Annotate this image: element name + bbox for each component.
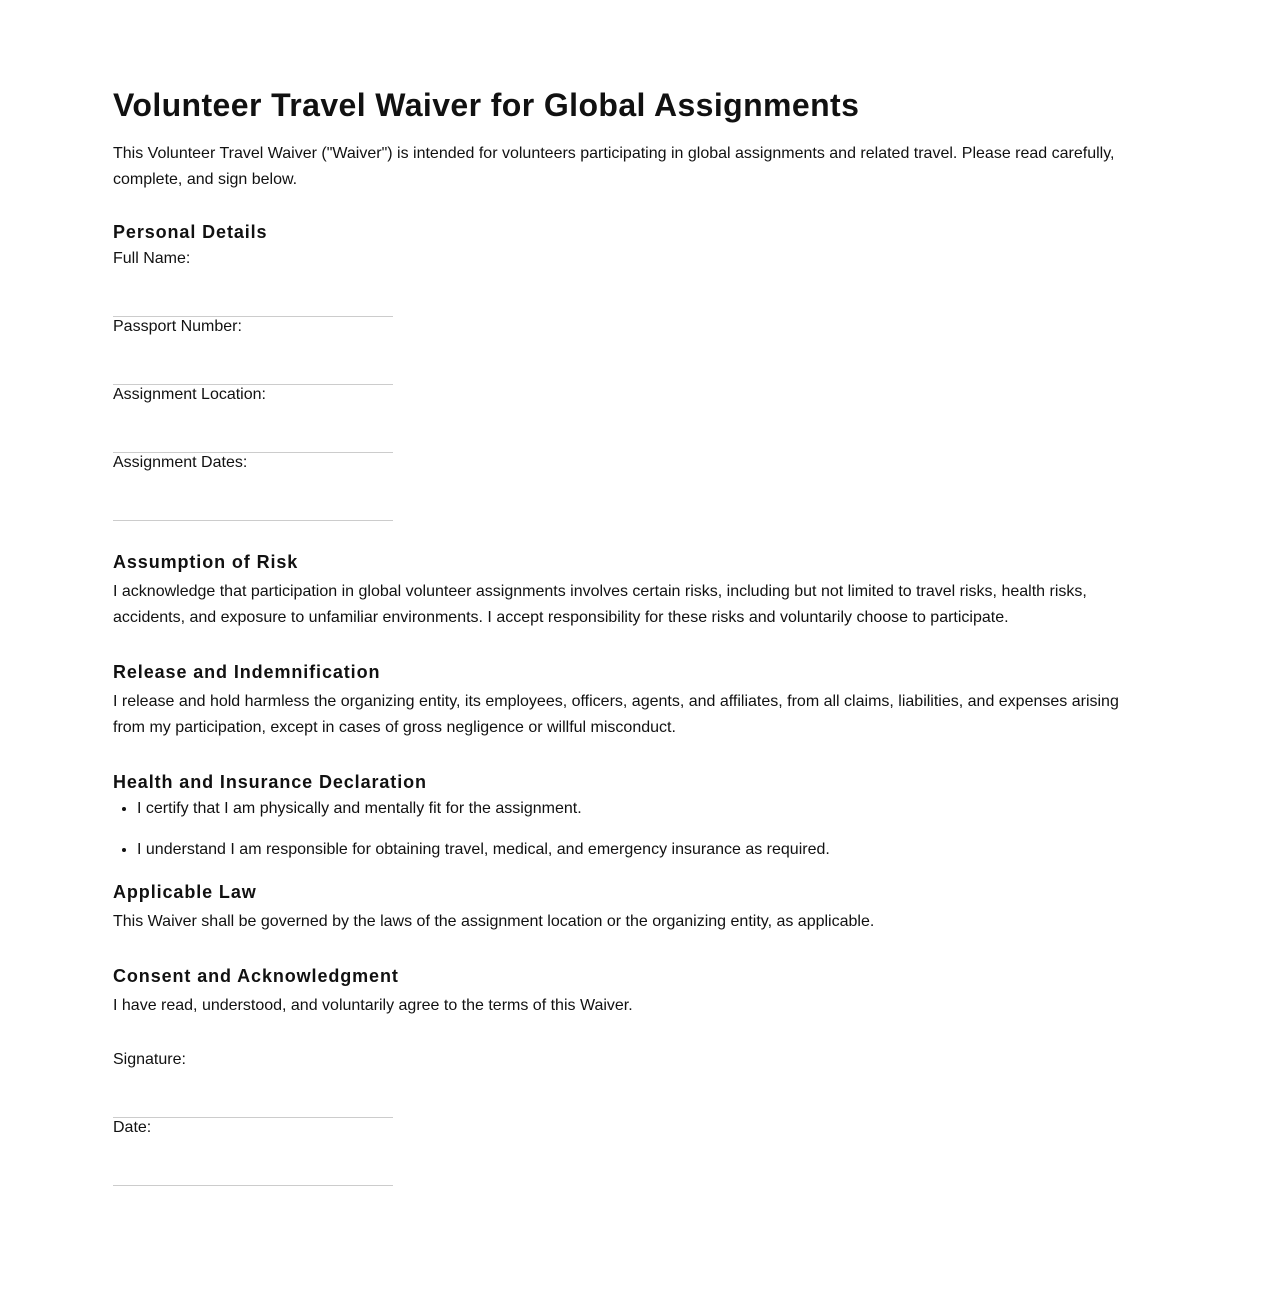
personal-details-fields bbox=[113, 249, 1133, 521]
passport-number-input[interactable] bbox=[113, 355, 393, 383]
release-section bbox=[113, 661, 1133, 741]
assignment-location-label: Assignment Location: bbox=[113, 386, 266, 404]
health-insurance-section bbox=[113, 771, 1133, 860]
applicable-law-heading: Applicable Law bbox=[113, 882, 257, 903]
intro-paragraph: This Volunteer Travel Waiver ("Waiver") is intended for volunteers participating in global assignments and related travel. Please read carefully, complete, and sign below. bbox=[113, 145, 1115, 189]
date-label: Date: bbox=[113, 1119, 152, 1137]
health-insurance-list bbox=[113, 799, 1133, 860]
assignment-dates-field bbox=[113, 453, 393, 521]
assignment-dates-underline bbox=[113, 520, 393, 521]
page-title: Volunteer Travel Waiver for Global Assignments bbox=[113, 87, 860, 123]
passport-number-field bbox=[113, 317, 393, 385]
applicable-law-section bbox=[113, 881, 1133, 935]
date-field bbox=[113, 1118, 393, 1186]
personal-details-heading: Personal Details bbox=[113, 222, 268, 243]
consent-section bbox=[113, 965, 1133, 1186]
date-input[interactable] bbox=[113, 1156, 393, 1184]
passport-number-label: Passport Number: bbox=[113, 318, 242, 336]
release-heading: Release and Indemnification bbox=[113, 662, 381, 683]
personal-details-section bbox=[113, 221, 1133, 521]
assignment-dates-input[interactable] bbox=[113, 491, 393, 519]
signature-label: Signature: bbox=[113, 1051, 186, 1069]
signature-block bbox=[113, 1050, 1133, 1186]
full-name-label: Full Name: bbox=[113, 250, 191, 268]
list-item: • I understand I am responsible for obtaining travel, medical, and emergency insurance as required. bbox=[137, 840, 1133, 860]
assignment-location-input[interactable] bbox=[113, 423, 393, 451]
assumption-of-risk-heading: Assumption of Risk bbox=[113, 552, 299, 573]
consent-heading: Consent and Acknowledgment bbox=[113, 966, 399, 987]
assumption-of-risk-section bbox=[113, 551, 1133, 631]
assignment-dates-label: Assignment Dates: bbox=[113, 454, 248, 472]
signature-field bbox=[113, 1050, 393, 1118]
full-name-input[interactable] bbox=[113, 287, 393, 315]
assignment-location-field bbox=[113, 385, 393, 453]
applicable-law-text: This Waiver shall be governed by the laws of the assignment location or the organizing entity, as applicable. bbox=[113, 913, 875, 931]
consent-text: I have read, understood, and voluntarily agree to the terms of this Waiver. bbox=[113, 997, 633, 1015]
release-text: I release and hold harmless the organizing entity, its employees, officers, agents, and affiliates, from all claims, liabilities, and expenses arising from my participation, except in cases of gross negligence or willful misconduct. bbox=[113, 693, 1119, 737]
signature-input[interactable] bbox=[113, 1088, 393, 1116]
assumption-of-risk-text: I acknowledge that participation in global volunteer assignments involves certain risks, including but not limited to travel risks, health risks, accidents, and exposure to unfamiliar environments. I accept responsibility for these risks and voluntarily choose to participate. bbox=[113, 583, 1087, 627]
date-underline bbox=[113, 1185, 393, 1186]
health-insurance-heading: Health and Insurance Declaration bbox=[113, 772, 427, 793]
full-name-field bbox=[113, 249, 393, 317]
list-item: • I certify that I am physically and mentally fit for the assignment. bbox=[137, 799, 1133, 819]
